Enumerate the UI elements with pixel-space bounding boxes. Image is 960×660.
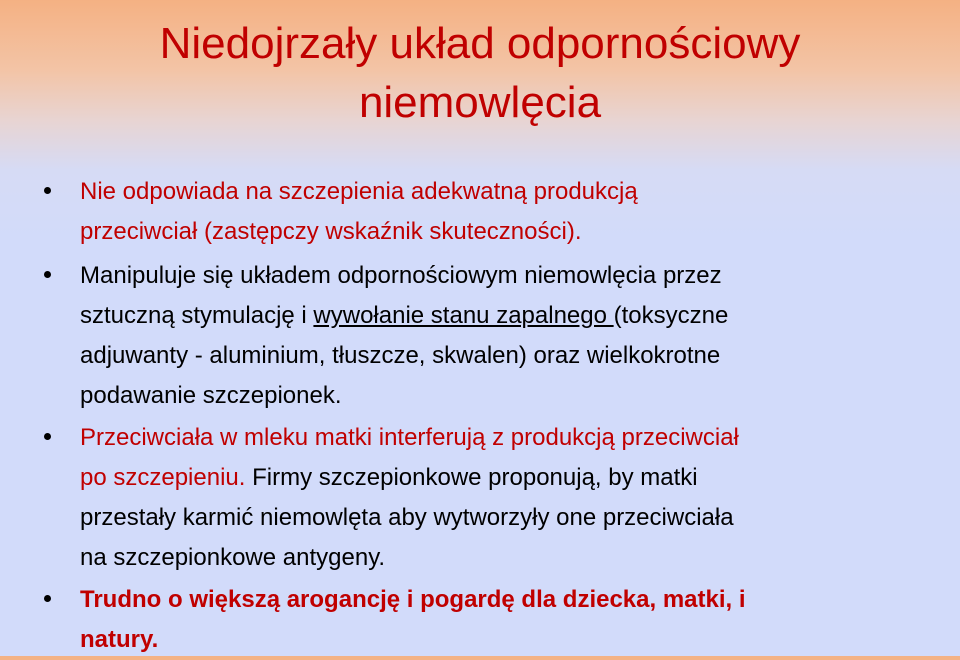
bullet-item-1 [0, 172, 960, 252]
bullet-3-line-3: przestały karmić niemowlęta aby wytworzyły one przeciwciała [80, 504, 734, 531]
bullet-3-line-4: na szczepionkowe antygeny. [80, 544, 386, 571]
bullet-3-line-2-black: Firmy szczepionkowe proponują, by matki [245, 464, 698, 491]
bullet-item-4 [0, 580, 960, 660]
bullet-icon [44, 271, 51, 278]
bullet-1-line-2: przeciwciał (zastępczy wskaźnik skuteczności). [80, 218, 582, 245]
bullet-2-line-3: adjuwanty - aluminium, tłuszcze, skwalen) oraz wielkokrotne [80, 342, 721, 369]
slide-title [0, 14, 960, 132]
bullet-icon [44, 433, 51, 440]
bullet-2-line-2-after: (toksyczne [613, 302, 729, 329]
bullet-2-line-4: podawanie szczepionek. [80, 382, 342, 409]
bullet-item-3 [0, 418, 960, 578]
bullet-2-line-1: Manipuluje się układem odpornościowym niemowlęcia przez [80, 262, 722, 289]
bullet-2-line-2-before: sztuczną stymulację i [80, 302, 314, 329]
bullet-2-underlined-text: wywołanie stanu zapalnego [313, 302, 614, 329]
title-line-2: niemowlęcia [358, 78, 602, 127]
bullet-4-line-2: natury. [80, 626, 159, 653]
title-line-1: Niedojrzały układ odpornościowy [159, 19, 801, 68]
bullet-item-2 [0, 256, 960, 416]
bullet-3-line-2-red: po szczepieniu. [80, 464, 246, 491]
bullet-icon [44, 187, 51, 194]
bullet-icon [44, 595, 51, 602]
bullet-list [0, 172, 960, 660]
bullet-1-line-1: Nie odpowiada na szczepienia adekwatną produkcją [80, 178, 638, 205]
bullet-3-line-1: Przeciwciała w mleku matki interferują z produkcją przeciwciał [80, 424, 739, 451]
bullet-4-line-1: Trudno o większą arogancję i pogardę dla dziecka, matki, i [80, 586, 746, 613]
